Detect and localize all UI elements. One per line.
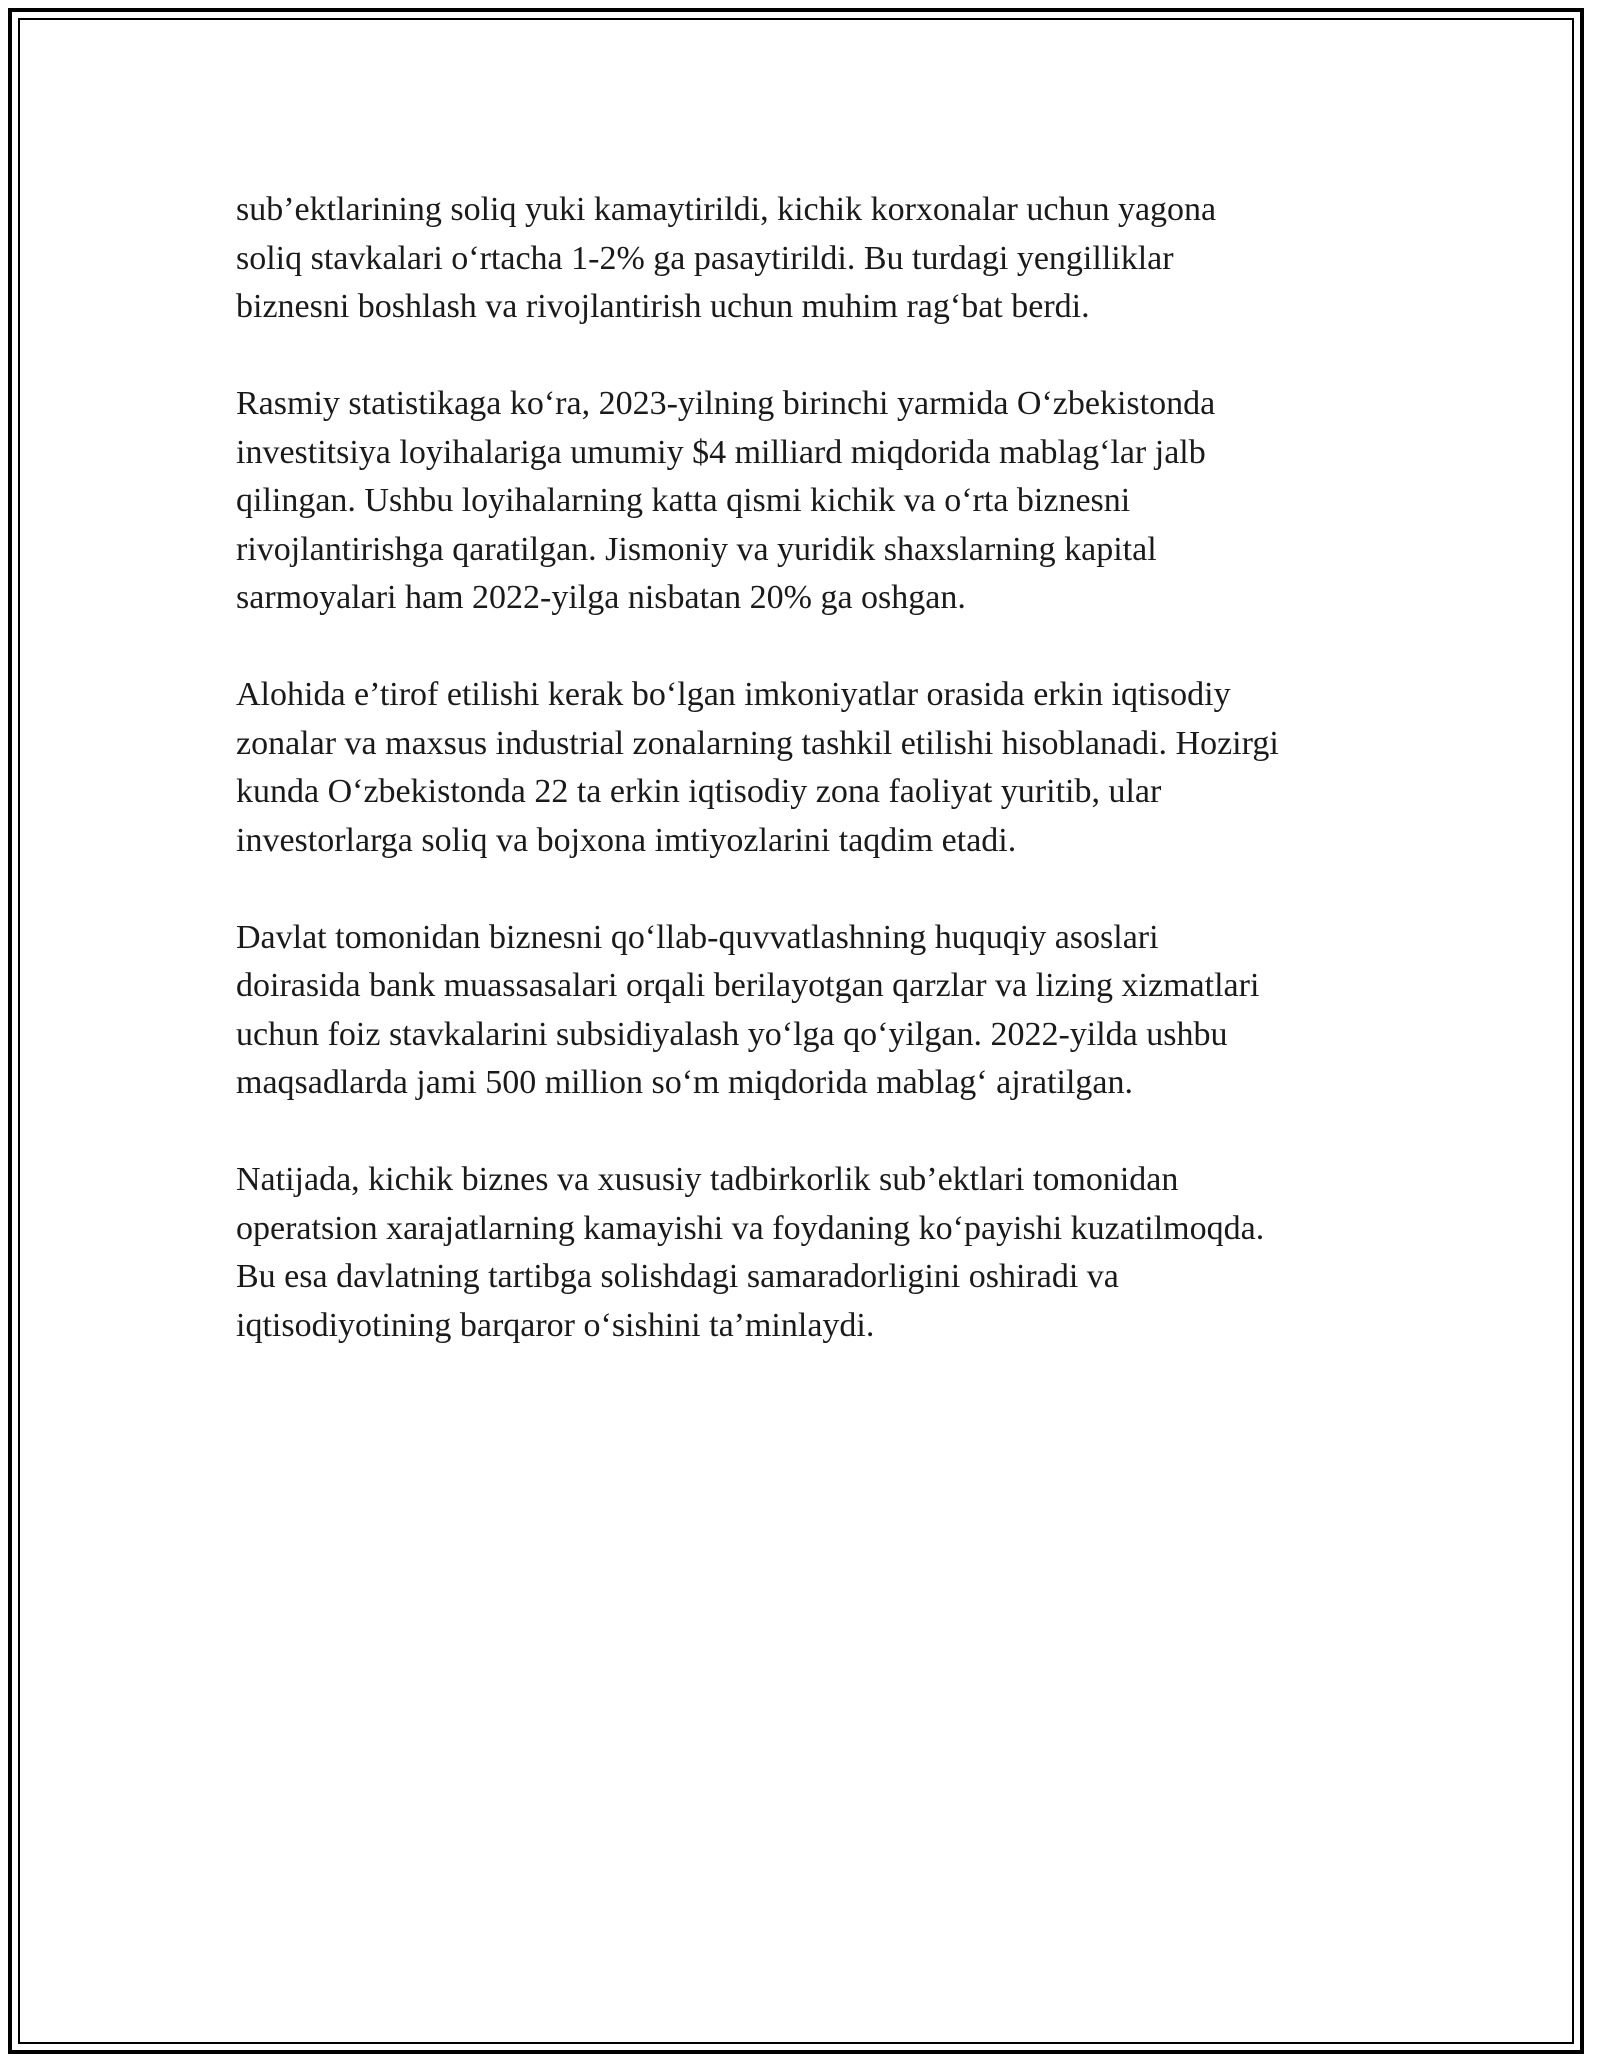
document-body: [236, 186, 1376, 1399]
paragraph-1: sub’ektlarining soliq yuki kamaytirildi, kichik korxonalar uchun yagona soliq stavkalari o‘rtacha 1-2% ga pasaytirildi. Bu turdagi yengilliklar biznesni boshlash va rivojlantirish uchun muhim rag‘bat berdi.: [236, 191, 1217, 325]
paragraph-5: Natijada, kichik biznes va xususiy tadbirkorlik sub’ektlari tomonidan operatsion xarajatlarning kamayishi va foydaning ko‘payishi kuzatilmoqda. Bu esa davlatning tartibga solishdagi samaradorligini oshiradi va iqtisodiyotining barqaror o‘sishini ta’minlaydi.: [236, 1161, 1265, 1344]
paragraph-2: Rasmiy statistikaga ko‘ra, 2023-yilning birinchi yarmida O‘zbekistonda investitsiya loyihalariga umumiy $4 milliard miqdorida mablag‘lar jalb qilingan. Ushbu loyihalarning katta qismi kichik va o‘rta biznesni rivojlantirishga qaratilgan. Jismoniy va yuridik shaxslarning kapital sarmoyalari ham 2022-yilga nisbatan 20% ga oshgan.: [236, 385, 1216, 616]
paragraph-3: Alohida e’tirof etilishi kerak bo‘lgan imkoniyatlar orasida erkin iqtisodiy zonalar va maxsus industrial zonalarning tashkil etilishi hisoblanadi. Hozirgi kunda O‘zbekistonda 22 ta erkin iqtisodiy zona faoliyat yuritib, ular investorlarga soliq va bojxona imtiyozlarini taqdim etadi.: [236, 676, 1279, 859]
paragraph-4: Davlat tomonidan biznesni qo‘llab-quvvatlashning huquqiy asoslari doirasida bank muassasalari orqali berilayotgan qarzlar va lizing xizmatlari uchun foiz stavkalarini subsidiyalash yo‘lga qo‘yilgan. 2022-yilda ushbu maqsadlarda jami 500 million so‘m miqdorida mablag‘ ajratilgan.: [236, 918, 1260, 1101]
